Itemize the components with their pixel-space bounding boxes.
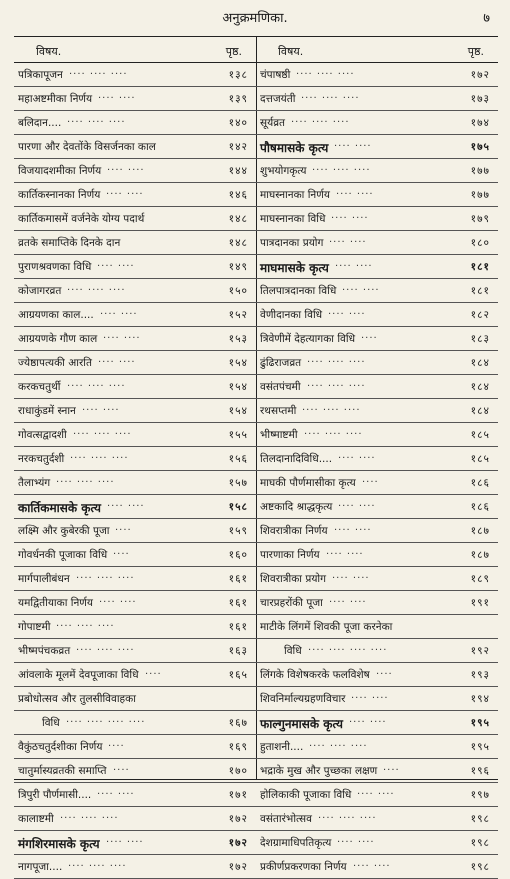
index-row (256, 87, 498, 111)
index-row (256, 543, 498, 567)
leader-dots: .... .... .... (68, 858, 127, 869)
entry-page-number: १७२ (228, 837, 248, 849)
leader-dots: .... .... (106, 834, 144, 845)
index-row (14, 711, 256, 735)
entry-subject: महाअष्टमीका निर्णय (18, 93, 93, 105)
entry-page-number: १४२ (228, 141, 248, 153)
entry-subject: तिलदानादिविधि.... (260, 453, 333, 465)
index-row (256, 423, 498, 447)
section-heading-row (256, 135, 498, 159)
index-row (14, 159, 256, 183)
leader-dots: .... .... .... (70, 450, 129, 461)
index-row (14, 735, 256, 759)
page-heading: पृष्ठ. (225, 45, 242, 58)
entry-subject: आग्रयणका काल.... (18, 309, 94, 321)
entry-subject: रथसप्तमी (260, 405, 297, 417)
index-row (14, 423, 256, 447)
entry-subject: माघस्नानका विधि (260, 213, 326, 225)
leader-dots: .... .... (336, 186, 374, 197)
index-row (14, 663, 256, 687)
leader-dots: .... .... .... (67, 114, 126, 125)
entry-subject: शिवनिर्माल्यग्रहणविचार (260, 693, 346, 705)
leader-dots: .... (383, 762, 400, 773)
entry-page-number: १४८ (228, 237, 248, 249)
leader-dots: .... .... (103, 330, 141, 341)
index-row (14, 543, 256, 567)
index-row (256, 783, 498, 807)
entry-page-number: १४९ (228, 261, 248, 273)
leader-dots: .... .... (338, 498, 376, 509)
entry-subject: विजयादशमीका निर्णय (18, 165, 102, 177)
index-row (256, 183, 498, 207)
entry-page-number: १४६ (228, 189, 248, 201)
index-row (256, 855, 498, 879)
entry-page-number: १८६ (470, 477, 490, 489)
index-row (256, 687, 498, 711)
index-row (256, 591, 498, 615)
entry-page-number: १५५ (228, 429, 248, 441)
leader-dots: .... .... .... .... (308, 642, 388, 653)
leader-dots: .... .... (353, 858, 391, 869)
leader-dots: .... .... .... (60, 810, 119, 821)
index-row (14, 591, 256, 615)
index-row (256, 519, 498, 543)
index-row (14, 471, 256, 495)
entry-subject: माघकी पौर्णमासीका कृत्य (260, 477, 356, 489)
index-row (256, 375, 498, 399)
entry-page-number: १५२ (228, 309, 248, 321)
leader-dots: .... .... .... (302, 402, 361, 413)
entry-subject: त्रिवेणीमें देहत्यागका विधि (260, 333, 356, 345)
leader-dots: .... (115, 522, 132, 533)
index-row (256, 111, 498, 135)
entry-page-number: १८४ (470, 357, 490, 369)
entry-subject: वसंतपंचमी (260, 381, 301, 393)
left-row-list (14, 63, 256, 879)
index-row (14, 687, 256, 711)
index-row (14, 351, 256, 375)
entry-subject: बलिदान.... (18, 117, 62, 129)
leader-dots: .... .... (98, 354, 136, 365)
entry-page-number: १९१ (470, 597, 490, 609)
entry-subject: माटीके लिंगमें शिवकी पूजा करनेका (260, 621, 393, 633)
entry-subject: पात्रदानका प्रयोग (260, 237, 324, 249)
leader-dots: .... .... .... (301, 90, 360, 101)
leader-dots: .... .... .... (296, 66, 355, 77)
leader-dots: .... .... .... (307, 354, 366, 365)
entry-subject: प्रबोधोत्सव और तुलसीविवाहका (18, 693, 136, 705)
entry-page-number: १८२ (470, 309, 490, 321)
entry-subject: कार्तिकस्नानका निर्णय (18, 189, 101, 201)
index-row (256, 279, 498, 303)
leader-dots: .... .... (328, 306, 366, 317)
right-column-header (256, 37, 498, 63)
entry-page-number: १५७ (228, 477, 248, 489)
entry-page-number: १८४ (470, 381, 490, 393)
entry-page-number: १९२ (470, 645, 490, 657)
index-row (14, 759, 256, 783)
left-column-header (14, 37, 256, 63)
entry-subject: पत्रिकापूजन (18, 69, 63, 81)
entry-subject: त्रिपुरी पौर्णमासी.... (18, 789, 92, 801)
leader-dots: .... .... (107, 162, 145, 173)
leader-dots: .... .... (335, 258, 373, 269)
leader-dots: .... .... .... (318, 810, 377, 821)
leader-dots: .... .... (97, 258, 135, 269)
section-heading-row (14, 495, 256, 519)
index-row (256, 495, 498, 519)
entry-page-number: १३८ (228, 69, 248, 81)
entry-subject: गोपाष्टमी (18, 621, 51, 633)
entry-page-number: १८७ (470, 549, 490, 561)
leader-dots: .... .... .... (67, 282, 126, 293)
entry-subject: लक्ष्मि और कुबेरकी पूजा (18, 525, 110, 537)
entry-subject: फाल्गुनमासके कृत्य (260, 717, 343, 731)
entry-subject: ढुंढिराजव्रत (260, 357, 302, 369)
entry-subject: करकचतुर्थी (18, 381, 61, 393)
leader-dots: .... .... (99, 594, 137, 605)
entry-subject: भीष्मपंचकव्रत (18, 645, 71, 657)
entry-page-number: १८४ (470, 405, 490, 417)
entry-subject: विधि (284, 645, 302, 657)
leader-dots: .... .... (334, 138, 372, 149)
leader-dots: .... (113, 546, 130, 557)
leader-dots: .... .... .... (56, 618, 115, 629)
leader-dots: .... .... .... (76, 570, 135, 581)
entry-page-number: १७९ (470, 213, 490, 225)
entry-subject: चंपाषष्ठी (260, 69, 291, 81)
index-row (256, 735, 498, 759)
entry-page-number: १६१ (228, 573, 248, 585)
index-row (256, 663, 498, 687)
entry-page-number: १७५ (470, 141, 490, 153)
right-row-list (256, 63, 498, 879)
index-row (256, 471, 498, 495)
entry-page-number: १९७ (470, 789, 490, 801)
entry-subject: आंवलाके मूलमें देवपूजाका विधि (18, 669, 139, 681)
subject-heading: विषय. (36, 45, 62, 58)
leader-dots: .... .... (97, 786, 135, 797)
leader-dots: .... .... (98, 90, 136, 101)
entry-page-number: १५९ (228, 525, 248, 537)
index-row (14, 63, 256, 87)
entry-page-number: १७२ (228, 813, 248, 825)
entry-subject: चातुर्मास्यव्रतकी समाप्ति (18, 765, 107, 777)
leader-dots: .... .... .... (73, 426, 132, 437)
index-row (256, 615, 498, 639)
entry-subject: गोवर्धनकी पूजाका विधि (18, 549, 108, 561)
entry-page-number: १९३ (470, 669, 490, 681)
entry-page-number: १७० (228, 765, 248, 777)
leader-dots: .... .... (349, 714, 387, 725)
index-row (14, 87, 256, 111)
leader-dots: .... .... (106, 186, 144, 197)
index-row (14, 327, 256, 351)
entry-page-number: १६७ (228, 717, 248, 729)
entry-page-number: १७३ (470, 93, 490, 105)
entry-page-number: १५४ (228, 357, 248, 369)
leader-dots: .... .... .... (67, 378, 126, 389)
entry-page-number: १९५ (470, 741, 490, 753)
index-row (14, 519, 256, 543)
leader-dots: .... .... (100, 306, 138, 317)
index-row (14, 855, 256, 879)
index-row (256, 351, 498, 375)
index-row (14, 303, 256, 327)
index-row (14, 447, 256, 471)
index-row (14, 183, 256, 207)
entry-page-number: १३९ (228, 93, 248, 105)
entry-subject: राधाकुंडमें स्नान (18, 405, 76, 417)
entry-subject: नागपूजा.... (18, 861, 63, 873)
entry-subject: चारप्रहरोंकी पूजा (260, 597, 323, 609)
entry-page-number: १५६ (228, 453, 248, 465)
entry-subject: भीष्माष्टमी (260, 429, 298, 441)
leader-dots: .... (113, 762, 130, 773)
entry-subject: पारणा और देवतोंके विसर्जनका काल (18, 141, 156, 153)
leader-dots: .... .... .... .... (66, 714, 146, 725)
entry-subject: प्रकीर्णप्रकरणका निर्णय (260, 861, 347, 873)
leader-dots: .... .... .... (309, 738, 368, 749)
entry-subject: हुताशनी.... (260, 741, 304, 753)
leader-dots: .... .... (334, 522, 372, 533)
entry-page-number: १७२ (228, 861, 248, 873)
entry-page-number: १८१ (470, 261, 490, 273)
index-row (14, 279, 256, 303)
index-row (14, 783, 256, 807)
index-row (14, 111, 256, 135)
page-heading: पृष्ठ. (467, 45, 484, 58)
entry-subject: तैलाभ्यंग (18, 477, 51, 489)
entry-page-number: १८९ (470, 573, 490, 585)
entry-subject: व्रतके समाप्तिके दिनके दान (18, 237, 121, 249)
entry-page-number: १८५ (470, 429, 490, 441)
entry-subject: पारणाका निर्णय (260, 549, 320, 561)
entry-page-number: १७१ (228, 789, 248, 801)
entry-subject: शुभयोगकृत्य (260, 165, 307, 177)
entry-subject: यमद्वितीयाका निर्णय (18, 597, 93, 609)
leader-dots: .... (376, 666, 393, 677)
entry-subject: लिंगके विशेषकरके फलविशेष (260, 669, 370, 681)
entry-page-number: १६१ (228, 621, 248, 633)
leader-dots: .... (145, 666, 162, 677)
entry-subject: पुराणश्रवणका विधि (18, 261, 92, 273)
leader-dots: .... .... .... (76, 642, 135, 653)
leader-dots: .... .... .... (56, 474, 115, 485)
index-row (256, 159, 498, 183)
entry-page-number: १८५ (470, 453, 490, 465)
entry-page-number: १६९ (228, 741, 248, 753)
index-row (14, 807, 256, 831)
entry-page-number: १७४ (470, 117, 490, 129)
index-row (256, 807, 498, 831)
leader-dots: .... .... (357, 786, 395, 797)
entry-page-number: १९८ (470, 861, 490, 873)
entry-page-number: १८६ (470, 501, 490, 513)
entry-page-number: १९८ (470, 837, 490, 849)
entry-subject: कार्तिकमासमें वर्जनेके योग्य पदार्थ (18, 213, 145, 225)
leader-dots: .... .... (107, 498, 145, 509)
entry-subject: दत्तजयंती (260, 93, 296, 105)
leader-dots: .... .... (329, 594, 367, 605)
entry-subject: कोजागरव्रत (18, 285, 62, 297)
entry-subject: पौषमासके कृत्य (260, 141, 329, 155)
entry-subject: होलिकाकी पूजाका विधि (260, 789, 352, 801)
leader-dots: .... .... (351, 690, 389, 701)
entry-subject: भद्राके मुख और पुच्छका लक्षण (260, 765, 378, 777)
entry-page-number: १६० (228, 549, 248, 561)
leader-dots: .... (108, 738, 125, 749)
index-row (14, 207, 256, 231)
page-title: अनुक्रमणिका. (222, 11, 288, 26)
entry-subject: वेणीदानका विधि (260, 309, 323, 321)
index-row (14, 375, 256, 399)
leader-dots: .... .... (329, 234, 367, 245)
entry-page-number: १५३ (228, 333, 248, 345)
entry-page-number: १४० (228, 117, 248, 129)
entry-subject: शिवरात्रीका प्रयोग (260, 573, 327, 585)
entry-subject: विधि (42, 717, 60, 729)
entry-subject: मंगशिरमासके कृत्य (18, 837, 100, 851)
entry-page-number: १८० (470, 237, 490, 249)
entry-subject: नरकचतुर्दशी (18, 453, 65, 465)
entry-page-number: १९८ (470, 813, 490, 825)
entry-subject: माघस्नानका निर्णय (260, 189, 330, 201)
leader-dots: .... .... .... (307, 378, 366, 389)
index-row (256, 831, 498, 855)
section-heading-row (256, 255, 498, 279)
leader-dots: .... .... .... (312, 162, 371, 173)
entry-page-number: १८७ (470, 525, 490, 537)
index-row (14, 567, 256, 591)
entry-subject: आग्रयणके गौण काल (18, 333, 98, 345)
entry-page-number: १८३ (470, 333, 490, 345)
index-row (256, 303, 498, 327)
leader-dots: .... .... (338, 450, 376, 461)
entry-page-number: १५८ (228, 501, 248, 513)
index-row (14, 615, 256, 639)
entry-subject: ज्येष्ठापत्यकी आरति (18, 357, 92, 369)
index-row (14, 135, 256, 159)
entry-page-number: १५४ (228, 381, 248, 393)
index-row (256, 63, 498, 87)
leader-dots: .... .... (82, 402, 120, 413)
index-row (14, 399, 256, 423)
entry-subject: कार्तिकमासके कृत्य (18, 501, 101, 515)
leader-dots: .... .... (326, 546, 364, 557)
leader-dots: .... .... (342, 282, 380, 293)
section-heading-row (256, 711, 498, 735)
entry-page-number: १४८ (228, 213, 248, 225)
index-table (14, 36, 498, 873)
index-row (256, 327, 498, 351)
entry-page-number: १८१ (470, 285, 490, 297)
leader-dots: .... (362, 474, 379, 485)
entry-page-number: १७७ (470, 189, 490, 201)
index-row (256, 639, 498, 663)
entry-page-number: १६५ (228, 669, 248, 681)
entry-page-number: १७२ (470, 69, 490, 81)
entry-subject: वसंतारंभोत्सव (260, 813, 312, 825)
entry-page-number: १६१ (228, 597, 248, 609)
right-column (256, 37, 498, 873)
entry-page-number: १६३ (228, 645, 248, 657)
entry-subject: देशग्रामाधिपतिकृत्य (260, 837, 332, 849)
index-row (14, 639, 256, 663)
entry-page-number: १५० (228, 285, 248, 297)
left-column (14, 37, 257, 873)
index-row (256, 447, 498, 471)
leader-dots: .... .... (331, 210, 369, 221)
index-row (256, 399, 498, 423)
leader-dots: .... .... (337, 834, 375, 845)
index-row (14, 231, 256, 255)
entry-subject: कालाष्टमी (18, 813, 54, 825)
entry-subject: वैकुंठचतुर्दशीका निर्णय (18, 741, 103, 753)
entry-subject: तिलपात्रदानका विधि (260, 285, 337, 297)
index-row (256, 759, 498, 783)
leader-dots: .... .... .... (304, 426, 363, 437)
entry-subject: सूर्यव्रत (260, 117, 286, 129)
leader-dots: .... (361, 330, 378, 341)
index-row (256, 567, 498, 591)
page-number: ७ (483, 11, 490, 26)
index-row (14, 255, 256, 279)
entry-subject: माघमासके कृत्य (260, 261, 329, 275)
entry-subject: गोवत्सद्वादशी (18, 429, 67, 441)
entry-subject: मार्गपालीबंधन (18, 573, 70, 585)
entry-page-number: १९६ (470, 765, 490, 777)
entry-page-number: १९५ (470, 717, 490, 729)
leader-dots: .... .... (332, 570, 370, 581)
leader-dots: .... .... .... (69, 66, 128, 77)
entry-page-number: १५४ (228, 405, 248, 417)
entry-page-number: १७७ (470, 165, 490, 177)
index-row (256, 207, 498, 231)
section-heading-row (14, 831, 256, 855)
entry-page-number: १९४ (470, 693, 490, 705)
page-header (0, 6, 510, 28)
entry-subject: अष्टकादि श्राद्धकृत्य (260, 501, 333, 513)
leader-dots: .... .... .... (291, 114, 350, 125)
entry-subject: शिवरात्रीका निर्णय (260, 525, 328, 537)
index-row (256, 231, 498, 255)
entry-page-number: १४४ (228, 165, 248, 177)
subject-heading: विषय. (278, 45, 304, 58)
